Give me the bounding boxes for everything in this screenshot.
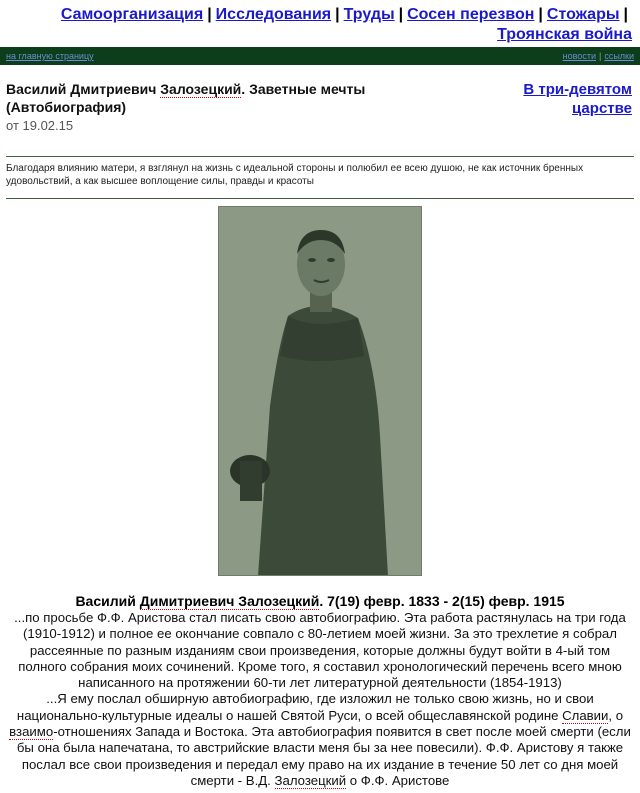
- nav-link-trudy[interactable]: Труды: [343, 6, 395, 23]
- p2-part-g: о Ф.Ф. Аристове: [346, 772, 450, 788]
- subnav-separator: |: [598, 51, 602, 61]
- nav-link-troyanskaya-voyna[interactable]: Троянская война: [497, 26, 632, 43]
- p2-part-c: , о: [608, 707, 624, 723]
- title-prefix: Василий Дмитриевич: [6, 81, 161, 97]
- nav-link-issledovaniya[interactable]: Исследования: [215, 6, 332, 23]
- nav-separator: |: [335, 6, 340, 23]
- portrait-photo: [218, 206, 422, 576]
- nav-separator: |: [207, 6, 212, 23]
- p2-part-b: Славии: [562, 707, 609, 723]
- links-link[interactable]: ссылки: [604, 51, 634, 61]
- nav-link-samoorganizatsiya[interactable]: Самоорганизация: [60, 6, 204, 23]
- p2-part-a: ...Я ему послал обширную автобиографию, где изложил не только свою жизнь, но и свои национально-культурные идеалы о нашей Святой Руси, о всей общеславянской родине: [16, 691, 594, 723]
- sub-navigation-right: [563, 47, 634, 65]
- nav-link-stozhary[interactable]: Стожары: [546, 6, 620, 23]
- paragraph-2: [4, 691, 636, 789]
- section-link[interactable]: В три-девятом царстве: [523, 81, 632, 117]
- epigraph: Благодаря влиянию матери, я взглянул на жизнь с идеальной стороны и полюбил ее всею душою, не как источник бренных удовольствий, а как высшее воплощение силы, правды и красоты: [6, 163, 584, 187]
- divider-bottom: [6, 198, 634, 199]
- p2-part-d: взаимо: [9, 724, 54, 740]
- top-navigation: [0, 0, 640, 46]
- nav-separator: |: [623, 6, 628, 23]
- nav-link-sosen-perezvon[interactable]: Сосен перезвон: [407, 6, 535, 23]
- title-name: Залозецкий: [160, 81, 242, 97]
- news-link[interactable]: новости: [562, 51, 596, 61]
- sub-navigation-bar: [0, 47, 640, 65]
- title-suffix: . Заветные мечты (Автобиография): [6, 81, 366, 115]
- caption-name: Димитриевич Залозецкий: [139, 593, 320, 609]
- section-link-box: [492, 80, 632, 118]
- nav-separator: |: [538, 6, 543, 23]
- portrait-image: [218, 206, 422, 576]
- photo-caption: [0, 593, 640, 610]
- home-link[interactable]: на главную страницу: [6, 51, 94, 61]
- caption-prefix: Василий: [75, 593, 140, 609]
- paragraph-1: ...по просьбе Ф.Ф. Аристова стал писать свою автобиографию. Эта работа растянулась на три года (1910-1912) и полное ее окончание совпало с 80-летием моей жизни. За это трехлетие я собрал рассеянные по разным изданиям свои произведения, которые должны будут войти в 4-ый том полного собрания моих сочинений. Кроме того, я составил хронологический перечень всего мною написанного на протяжении 60-ти лет литературной деятельности (1854-1913): [14, 610, 626, 691]
- caption-suffix: . 7(19) февр. 1833 - 2(15) февр. 1915: [319, 593, 565, 609]
- article-title: [6, 80, 426, 116]
- nav-separator: |: [398, 6, 404, 23]
- p2-part-e: -отношениях Запада и Востока. Эта автобиография появится в свет после моей смерти (если бы она была напечатана, то австрийские власти меня бы за нее повесили). Ф.Ф. Аристову я также послал все свои произведения и передал ему право на их издание в течение 50 лет со дня моей смерти - В.Д.: [16, 724, 631, 788]
- article-body: [4, 610, 636, 789]
- divider-top: [6, 156, 634, 157]
- p2-part-f: Залозецкий: [274, 772, 347, 788]
- article-date: от 19.02.15: [6, 118, 74, 133]
- article-header: [6, 80, 426, 133]
